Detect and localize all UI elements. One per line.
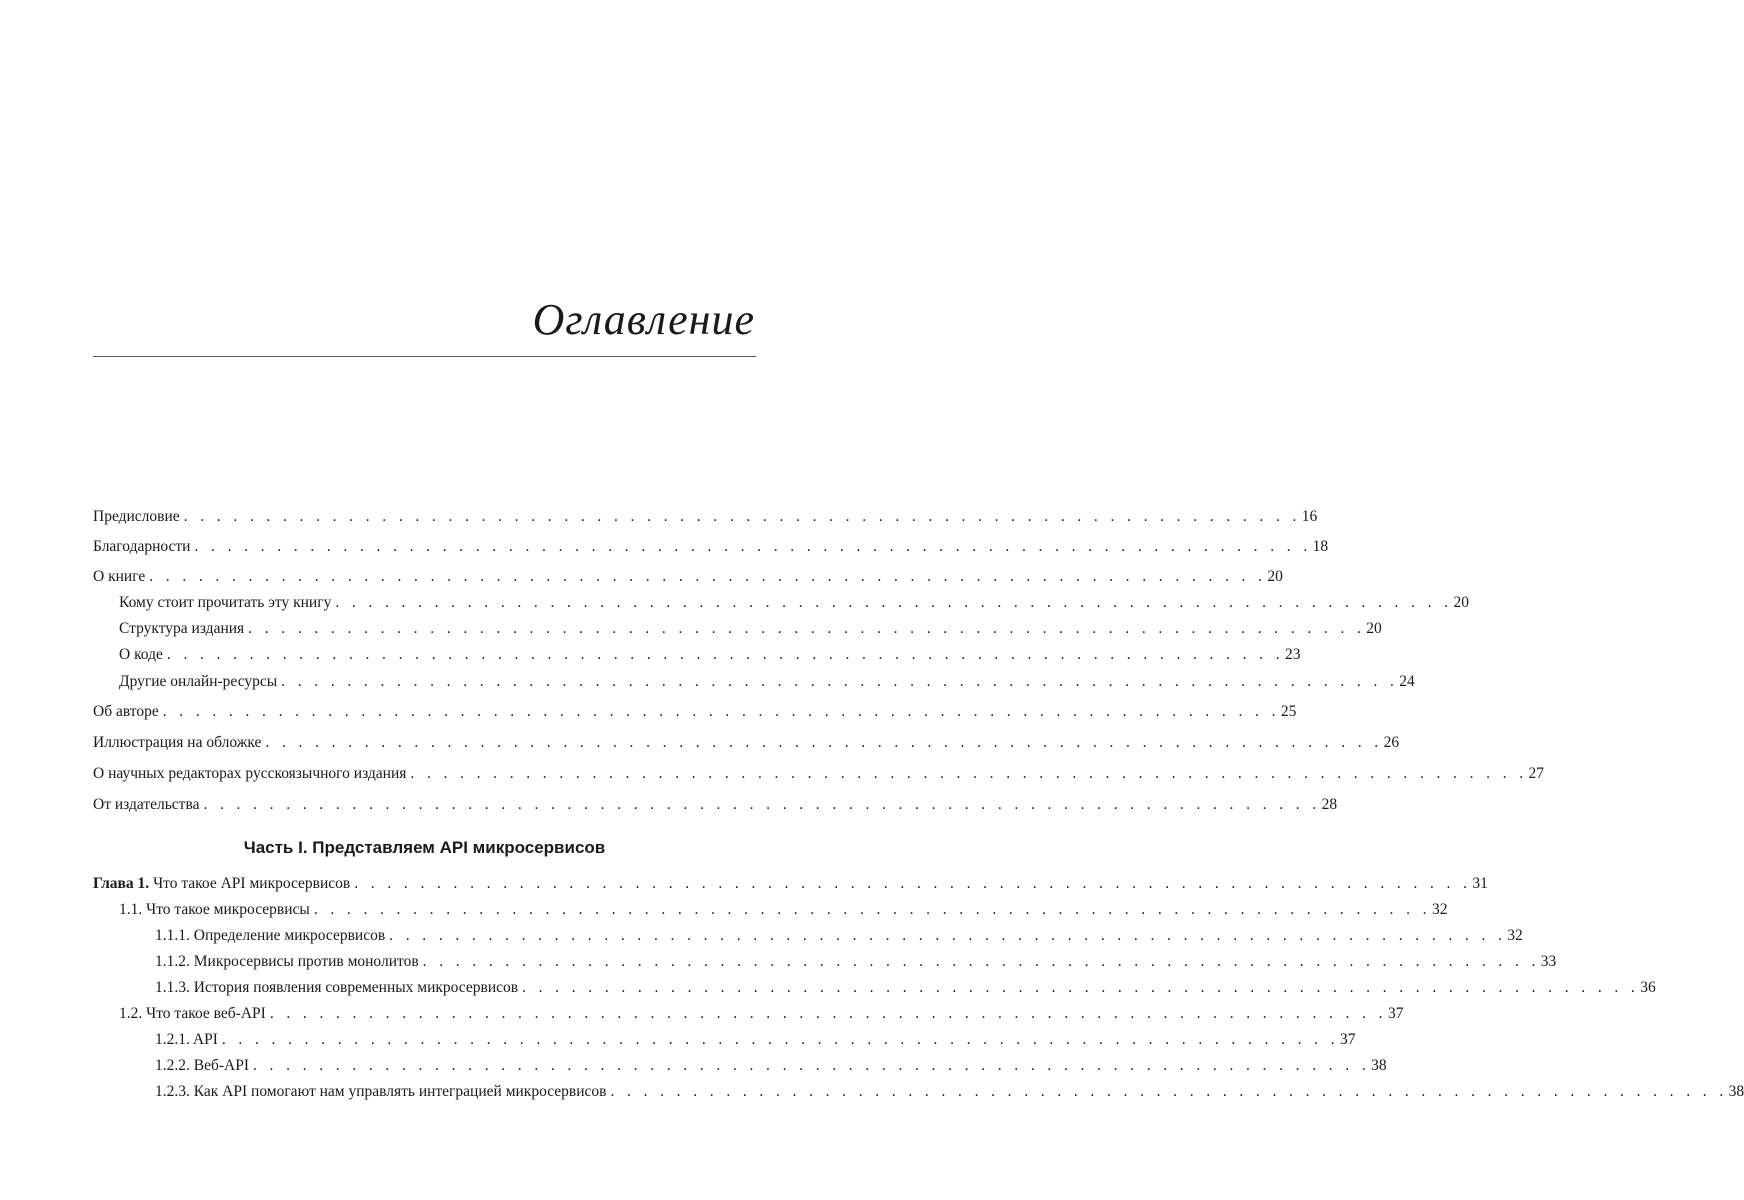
toc-entry-chapter-1[interactable] [93,873,1488,895]
toc-entry-who-should-read[interactable] [93,592,1469,614]
toc-entry-page: 38 [1728,1083,1744,1100]
toc-entry-1-2-2[interactable] [93,1055,1387,1077]
toc-entry-1-1-2[interactable] [93,951,1557,973]
dot-leader: . . . . . . . . . . . . . . . . . . . . . . . . . . . . . . . . . . . . . . . . . . . . . . . . . . . . . . . . . . . . . . . . . . . . [281,673,1399,690]
dot-leader: . . . . . . . . . . . . . . . . . . . . . . . . . . . . . . . . . . . . . . . . . . . . . . . . . . . . . . . . . . . . . . . . . . . . [422,953,1540,970]
toc-entry-label: 1.1.1. Определение микросервисов [155,927,386,944]
toc-entry-1-1-3[interactable] [93,977,1656,999]
toc-entry-1-2[interactable] [93,1003,1404,1025]
dot-leader: . . . . . . . . . . . . . . . . . . . . . . . . . . . . . . . . . . . . . . . . . . . . . . . . . . . . . . . . . . . . . . . . . . . . [410,765,1528,782]
toc-entry-page: 28 [1321,796,1338,813]
dot-leader: . . . . . . . . . . . . . . . . . . . . . . . . . . . . . . . . . . . . . . . . . . . . . . . . . . . . . . . . . . . . . . . . . . . . [269,1005,1387,1022]
toc-entry-label: 1.2. Что такое веб-API [119,1005,266,1022]
dot-leader: . . . . . . . . . . . . . . . . . . . . . . . . . . . . . . . . . . . . . . . . . . . . . . . . . . . . . . . . . . . . . . . . . . . . [203,796,1321,813]
toc-entry-page: 27 [1528,765,1545,782]
toc-entry-online-resources[interactable] [93,671,1415,693]
toc-entry-label: 1.1. Что такое микросервисы [119,901,310,918]
table-of-contents [93,0,1744,1200]
toc-entry-preface[interactable] [93,506,1318,528]
dot-leader: . . . . . . . . . . . . . . . . . . . . . . . . . . . . . . . . . . . . . . . . . . . . . . . . . . . . . . . . . . . . . . . . . . . . [194,538,1312,555]
toc-entry-about-book[interactable] [93,566,1283,588]
toc-entry-label: От издательства [93,796,200,813]
toc-entry-page: 32 [1431,901,1448,918]
toc-entry-page: 36 [1640,979,1656,996]
toc-entry-page: 38 [1371,1057,1387,1074]
toc-entry-page: 20 [1453,594,1469,611]
toc-entry-1-2-1[interactable] [93,1029,1356,1051]
toc-entry-from-publisher[interactable] [93,794,1338,816]
toc-entry-page: 16 [1301,508,1318,525]
dot-leader: . . . . . . . . . . . . . . . . . . . . . . . . . . . . . . . . . . . . . . . . . . . . . . . . . . . . . . . . . . . . . . . . . . . . [253,1057,1371,1074]
dot-leader: . . . . . . . . . . . . . . . . . . . . . . . . . . . . . . . . . . . . . . . . . . . . . . . . . . . . . . . . . . . . . . . . . . . . [389,927,1507,944]
toc-entry-label: Предисловие [93,508,180,525]
toc-entry-label: 1.1.3. История появления современных микросервисов [155,979,519,996]
toc-entry-label: 1.2.2. Веб-API [155,1057,249,1074]
dot-leader: . . . . . . . . . . . . . . . . . . . . . . . . . . . . . . . . . . . . . . . . . . . . . . . . . . . . . . . . . . . . . . . . . . . . [335,594,1453,611]
toc-entry-label: Другие онлайн-ресурсы [119,673,278,690]
toc-entry-label: О научных редакторах русскоязычного издания [93,765,407,782]
part-heading[interactable]: Часть I. Представляем API микросервисов [243,838,606,857]
toc-entry-label: Благодарности [93,538,191,555]
toc-entry-label: О коде [119,646,163,663]
dot-leader: . . . . . . . . . . . . . . . . . . . . . . . . . . . . . . . . . . . . . . . . . . . . . . . . . . . . . . . . . . . . . . . . . . . . [162,703,1280,720]
dot-leader: . . . . . . . . . . . . . . . . . . . . . . . . . . . . . . . . . . . . . . . . . . . . . . . . . . . . . . . . . . . . . . . . . . . . [354,875,1472,892]
toc-entry-page: 37 [1387,1005,1404,1022]
toc-entry-1-2-3[interactable] [93,1081,1744,1103]
dot-leader: . . . . . . . . . . . . . . . . . . . . . . . . . . . . . . . . . . . . . . . . . . . . . . . . . . . . . . . . . . . . . . . . . . . . [183,508,1301,525]
toc-entry-cover-illustration[interactable] [93,732,1400,754]
toc-entry-label: Кому стоит прочитать эту книгу [119,594,332,611]
toc-entry-structure[interactable] [93,618,1382,640]
dot-leader: . . . . . . . . . . . . . . . . . . . . . . . . . . . . . . . . . . . . . . . . . . . . . . . . . . . . . . . . . . . . . . . . . . . . [248,620,1366,637]
toc-entry-label: 1.2.1. API [155,1031,218,1048]
toc-entry-label: Об авторе [93,703,159,720]
toc-entry-page: 20 [1366,620,1382,637]
chapter-title: Что такое API микросервисов [153,875,351,892]
dot-leader: . . . . . . . . . . . . . . . . . . . . . . . . . . . . . . . . . . . . . . . . . . . . . . . . . . . . . . . . . . . . . . . . . . . . [610,1083,1728,1100]
toc-entry-1-1[interactable] [93,899,1448,921]
toc-entry-page: 33 [1540,953,1557,970]
toc-entry-page: 31 [1472,875,1488,892]
page-title: Оглавление [532,295,755,344]
toc-entry-page: 23 [1285,646,1301,663]
toc-entry-page: 25 [1280,703,1297,720]
toc-entry-label: О книге [93,568,146,585]
chapter-prefix: Глава 1. [93,875,150,892]
dot-leader: . . . . . . . . . . . . . . . . . . . . . . . . . . . . . . . . . . . . . . . . . . . . . . . . . . . . . . . . . . . . . . . . . . . . [149,568,1267,585]
toc-entry-label: Структура издания [119,620,245,637]
toc-entry-page: 24 [1399,673,1415,690]
toc-entry-page: 26 [1383,734,1400,751]
toc-entry-1-1-1[interactable] [93,925,1523,947]
dot-leader: . . . . . . . . . . . . . . . . . . . . . . . . . . . . . . . . . . . . . . . . . . . . . . . . . . . . . . . . . . . . . . . . . . . . [221,1031,1339,1048]
dot-leader: . . . . . . . . . . . . . . . . . . . . . . . . . . . . . . . . . . . . . . . . . . . . . . . . . . . . . . . . . . . . . . . . . . . . [522,979,1640,996]
dot-leader: . . . . . . . . . . . . . . . . . . . . . . . . . . . . . . . . . . . . . . . . . . . . . . . . . . . . . . . . . . . . . . . . . . . . [265,734,1383,751]
toc-entry-page: 37 [1340,1031,1356,1048]
toc-entry-page: 18 [1312,538,1329,555]
toc-entry-label: 1.2.3. Как API помогают нам управлять интеграцией микросервисов [155,1083,607,1100]
toc-entry-acknowledgements[interactable] [93,536,1329,558]
toc-entry-label: 1.1.2. Микросервисы против монолитов [155,953,419,970]
toc-entry-page: 20 [1267,568,1283,585]
toc-entry-science-editors[interactable] [93,763,1545,785]
toc-entry-label [93,873,350,895]
dot-leader: . . . . . . . . . . . . . . . . . . . . . . . . . . . . . . . . . . . . . . . . . . . . . . . . . . . . . . . . . . . . . . . . . . . . [313,901,1431,918]
toc-entry-about-code[interactable] [93,644,1301,666]
toc-entry-about-author[interactable] [93,701,1297,723]
toc-entry-label: Иллюстрация на обложке [93,734,262,751]
dot-leader: . . . . . . . . . . . . . . . . . . . . . . . . . . . . . . . . . . . . . . . . . . . . . . . . . . . . . . . . . . . . . . . . . . . . [166,646,1285,663]
toc-entry-page: 32 [1507,927,1523,944]
